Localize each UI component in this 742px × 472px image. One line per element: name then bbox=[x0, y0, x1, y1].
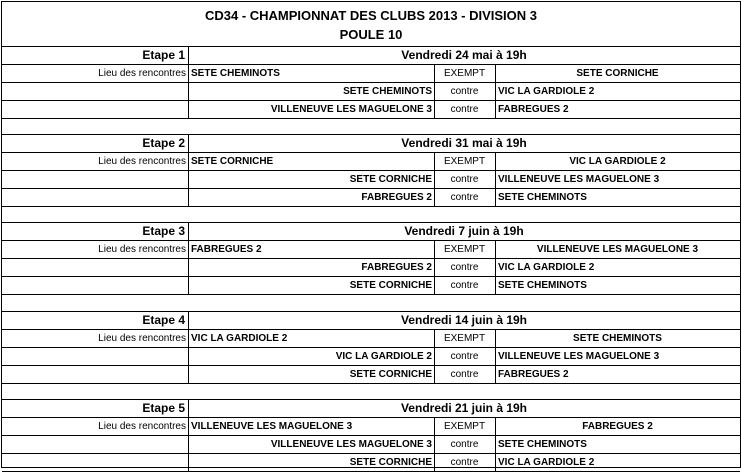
stage-3-match-2-vs: contre bbox=[450, 280, 479, 291]
stage-3-row-line-4 bbox=[2, 294, 740, 295]
stage-4-date: Vendredi 14 juin à 19h bbox=[400, 313, 528, 327]
stage-3-date: Vendredi 7 juin à 19h bbox=[404, 224, 524, 238]
stage-1-venue-label: Lieu des rencontres bbox=[98, 68, 186, 79]
stage-3-match-1-away: VIC LA GARDIOLE 2 bbox=[498, 262, 595, 273]
stage-1-date: Vendredi 24 mai à 19h bbox=[401, 48, 527, 62]
pool-title: POULE 10 bbox=[339, 27, 403, 42]
stage-2-match-2-away: SETE CHEMINOTS bbox=[498, 192, 587, 203]
stage-5-match-2-vs: contre bbox=[450, 457, 479, 468]
stage-3-exempt-team: VILLENEUVE LES MAGUELONE 3 bbox=[536, 244, 699, 255]
stage-4-exempt-team: SETE CHEMINOTS bbox=[573, 333, 662, 344]
stage-3-exempt-label: EXEMPT bbox=[443, 244, 486, 255]
stage-2-match-1-home: SETE CORNICHE bbox=[349, 174, 432, 185]
stage-2-match-2-home: FABREGUES 2 bbox=[361, 192, 432, 203]
stage-4-exempt-label: EXEMPT bbox=[443, 333, 486, 344]
stage-4-venue-label: Lieu des rencontres bbox=[98, 333, 186, 344]
stage-5-match-1-away: SETE CHEMINOTS bbox=[498, 439, 587, 450]
stage-3-match-2-away: SETE CHEMINOTS bbox=[498, 280, 587, 291]
stage-4-venue: VIC LA GARDIOLE 2 bbox=[191, 333, 288, 344]
stage-2-exempt-label: EXEMPT bbox=[443, 156, 486, 167]
stage-3-venue-label: Lieu des rencontres bbox=[98, 244, 186, 255]
stage-2-label: Etape 2 bbox=[142, 136, 185, 150]
stage-4-match-1-away: VILLENEUVE LES MAGUELONE 3 bbox=[498, 351, 660, 362]
stage-3-label: Etape 3 bbox=[142, 224, 185, 238]
stage-2-match-2-vs: contre bbox=[450, 192, 479, 203]
stage-1-match-2-vs: contre bbox=[450, 104, 479, 115]
stage-3-venue: FABREGUES 2 bbox=[191, 244, 262, 255]
stage-5-label: Etape 5 bbox=[142, 401, 185, 415]
stage-1-match-1-home: SETE CHEMINOTS bbox=[343, 86, 432, 97]
stage-2-exempt-team: VIC LA GARDIOLE 2 bbox=[569, 156, 666, 167]
stage-4-row-line-4 bbox=[2, 383, 740, 384]
stage-2-match-1-away: VILLENEUVE LES MAGUELONE 3 bbox=[498, 174, 660, 185]
stage-4-match-1-vs: contre bbox=[450, 351, 479, 362]
stage-3-match-2-home: SETE CORNICHE bbox=[349, 280, 432, 291]
stage-3-match-1-home: FABREGUES 2 bbox=[361, 262, 432, 273]
stage-5-match-1-vs: contre bbox=[450, 439, 479, 450]
stage-1-exempt-label: EXEMPT bbox=[443, 68, 486, 79]
stage-4-match-2-vs: contre bbox=[450, 369, 479, 380]
stage-5-match-2-away: VIC LA GARDIOLE 2 bbox=[498, 457, 595, 468]
stage-5-match-2-home: SETE CORNICHE bbox=[349, 457, 432, 468]
stage-2-venue: SETE CORNICHE bbox=[191, 156, 274, 167]
stage-2-match-1-vs: contre bbox=[450, 174, 479, 185]
stage-1-match-1-away: VIC LA GARDIOLE 2 bbox=[498, 86, 595, 97]
stage-5-venue: VILLENEUVE LES MAGUELONE 3 bbox=[191, 421, 353, 432]
stage-1-row-line-4 bbox=[2, 118, 740, 119]
stage-5-exempt-team: FABREGUES 2 bbox=[582, 421, 653, 432]
stage-3-match-1-vs: contre bbox=[450, 262, 479, 273]
stage-1-match-2-away: FABREGUES 2 bbox=[498, 104, 569, 115]
stage-1-match-2-home: VILLENEUVE LES MAGUELONE 3 bbox=[270, 104, 432, 115]
stage-4-match-2-away: FABREGUES 2 bbox=[498, 369, 569, 380]
stage-1-exempt-team: SETE CORNICHE bbox=[576, 68, 659, 79]
stage-4-match-2-home: SETE CORNICHE bbox=[349, 369, 432, 380]
stage-1-match-1-vs: contre bbox=[450, 86, 479, 97]
stage-1-label: Etape 1 bbox=[142, 48, 185, 62]
stage-5-exempt-label: EXEMPT bbox=[443, 421, 486, 432]
stage-4-match-1-home: VIC LA GARDIOLE 2 bbox=[335, 351, 432, 362]
stage-1-venue: SETE CHEMINOTS bbox=[191, 68, 280, 79]
stage-5-venue-label: Lieu des rencontres bbox=[98, 421, 186, 432]
stage-5-match-1-home: VILLENEUVE LES MAGUELONE 3 bbox=[270, 439, 432, 450]
stage-2-date: Vendredi 31 mai à 19h bbox=[401, 136, 527, 150]
stage-2-row-line-4 bbox=[2, 206, 740, 207]
stage-4-label: Etape 4 bbox=[142, 313, 185, 327]
stage-2-venue-label: Lieu des rencontres bbox=[98, 156, 186, 167]
page-title: CD34 - CHAMPIONNAT DES CLUBS 2013 - DIVISION 3 bbox=[204, 8, 538, 23]
stage-5-date: Vendredi 21 juin à 19h bbox=[400, 401, 528, 415]
schedule-sheet bbox=[1, 1, 741, 468]
